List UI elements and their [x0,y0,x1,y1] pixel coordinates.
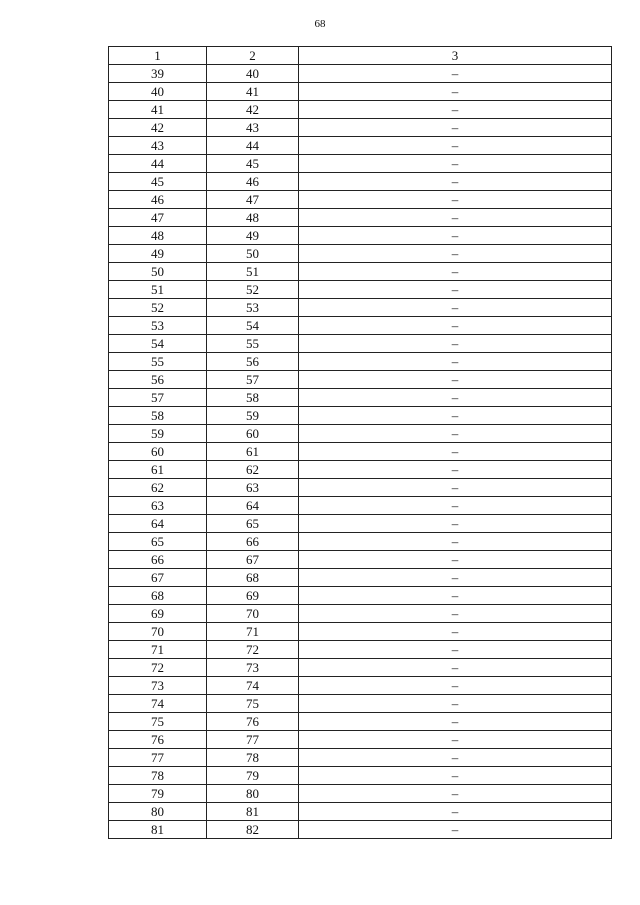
table-cell-col-2: 48 [207,209,299,227]
table-row [109,245,612,263]
table-cell-col-3: – [299,371,612,389]
table-row [109,83,612,101]
table-row [109,155,612,173]
table-cell-col-1: 44 [109,155,207,173]
table-cell-col-2: 43 [207,119,299,137]
table-cell-col-1: 51 [109,281,207,299]
table-cell-col-2: 53 [207,299,299,317]
table-row [109,443,612,461]
table-row [109,335,612,353]
table-header [109,47,612,65]
table-cell-col-2: 41 [207,83,299,101]
table-cell-col-3: – [299,173,612,191]
table-cell-col-2: 73 [207,659,299,677]
table-cell-col-1: 81 [109,821,207,839]
table-cell-col-1: 49 [109,245,207,263]
table-cell-col-2: 59 [207,407,299,425]
table-row [109,281,612,299]
table-cell-col-2: 40 [207,65,299,83]
data-table [108,46,612,839]
table-row [109,551,612,569]
table-cell-col-2: 58 [207,389,299,407]
column-header-3: 3 [299,47,612,65]
table-row [109,533,612,551]
table-row [109,407,612,425]
table-row [109,731,612,749]
table-cell-col-1: 77 [109,749,207,767]
table-cell-col-2: 64 [207,497,299,515]
table-cell-col-1: 55 [109,353,207,371]
table-cell-col-1: 56 [109,371,207,389]
table-cell-col-2: 71 [207,623,299,641]
table-row [109,191,612,209]
table-cell-col-2: 75 [207,695,299,713]
table-row [109,209,612,227]
table-cell-col-3: – [299,101,612,119]
table-cell-col-1: 64 [109,515,207,533]
table-row [109,173,612,191]
table-cell-col-1: 63 [109,497,207,515]
table-cell-col-3: – [299,281,612,299]
table-cell-col-3: – [299,587,612,605]
table-cell-col-3: – [299,407,612,425]
table-cell-col-1: 72 [109,659,207,677]
table-cell-col-1: 46 [109,191,207,209]
table-cell-col-1: 50 [109,263,207,281]
table-cell-col-3: – [299,695,612,713]
table-cell-col-3: – [299,641,612,659]
header-row [109,47,612,65]
table-cell-col-2: 46 [207,173,299,191]
table-cell-col-3: – [299,821,612,839]
table-row [109,623,612,641]
table-cell-col-1: 39 [109,65,207,83]
table-cell-col-3: – [299,803,612,821]
column-header-2: 2 [207,47,299,65]
table-row [109,101,612,119]
table-cell-col-2: 79 [207,767,299,785]
table-cell-col-3: – [299,731,612,749]
table-row [109,749,612,767]
table-cell-col-2: 51 [207,263,299,281]
table-cell-col-2: 55 [207,335,299,353]
table-cell-col-3: – [299,767,612,785]
table-row [109,425,612,443]
table-cell-col-3: – [299,353,612,371]
table-row [109,479,612,497]
table-cell-col-3: – [299,137,612,155]
table-cell-col-1: 52 [109,299,207,317]
table-row [109,227,612,245]
table-cell-col-3: – [299,263,612,281]
table-cell-col-2: 68 [207,569,299,587]
table-cell-col-1: 80 [109,803,207,821]
table-row [109,461,612,479]
table-cell-col-1: 68 [109,587,207,605]
table-row [109,569,612,587]
table-cell-col-1: 71 [109,641,207,659]
table-cell-col-2: 44 [207,137,299,155]
table-cell-col-1: 58 [109,407,207,425]
table-cell-col-1: 79 [109,785,207,803]
table-row [109,767,612,785]
table-cell-col-3: – [299,119,612,137]
table-cell-col-2: 66 [207,533,299,551]
table-cell-col-3: – [299,749,612,767]
table-cell-col-1: 40 [109,83,207,101]
table-cell-col-2: 69 [207,587,299,605]
table-cell-col-3: – [299,785,612,803]
table-cell-col-2: 63 [207,479,299,497]
table-cell-col-2: 54 [207,317,299,335]
table-cell-col-2: 72 [207,641,299,659]
table-cell-col-1: 54 [109,335,207,353]
table-cell-col-1: 43 [109,137,207,155]
table-cell-col-3: – [299,461,612,479]
table-cell-col-1: 59 [109,425,207,443]
table-cell-col-3: – [299,605,612,623]
table-cell-col-2: 82 [207,821,299,839]
table-cell-col-3: – [299,335,612,353]
table-row [109,713,612,731]
table-cell-col-1: 61 [109,461,207,479]
table-cell-col-3: – [299,677,612,695]
table-cell-col-3: – [299,497,612,515]
table-row [109,695,612,713]
table-cell-col-1: 66 [109,551,207,569]
table-cell-col-2: 78 [207,749,299,767]
table-cell-col-3: – [299,155,612,173]
table-cell-col-1: 70 [109,623,207,641]
table-row [109,605,612,623]
column-header-1: 1 [109,47,207,65]
table-cell-col-1: 60 [109,443,207,461]
table-cell-col-1: 65 [109,533,207,551]
table-row [109,677,612,695]
table-cell-col-3: – [299,479,612,497]
table-cell-col-2: 49 [207,227,299,245]
table-cell-col-2: 80 [207,785,299,803]
table-cell-col-1: 76 [109,731,207,749]
table-cell-col-3: – [299,569,612,587]
table-cell-col-1: 53 [109,317,207,335]
table-row [109,515,612,533]
table-cell-col-3: – [299,317,612,335]
table-row [109,65,612,83]
table-cell-col-1: 75 [109,713,207,731]
table-cell-col-3: – [299,389,612,407]
table-cell-col-1: 62 [109,479,207,497]
table-cell-col-3: – [299,227,612,245]
table-cell-col-2: 45 [207,155,299,173]
table-row [109,119,612,137]
table-cell-col-3: – [299,551,612,569]
table-row [109,641,612,659]
table-cell-col-2: 61 [207,443,299,461]
table-row [109,263,612,281]
table-row [109,785,612,803]
table-cell-col-3: – [299,299,612,317]
table-cell-col-3: – [299,443,612,461]
table-cell-col-2: 56 [207,353,299,371]
table-row [109,371,612,389]
table-cell-col-2: 77 [207,731,299,749]
table-cell-col-1: 57 [109,389,207,407]
table-cell-col-1: 74 [109,695,207,713]
table-cell-col-3: – [299,659,612,677]
table-body [109,65,612,839]
table-cell-col-2: 42 [207,101,299,119]
table-cell-col-3: – [299,713,612,731]
table-cell-col-2: 57 [207,371,299,389]
table-row [109,389,612,407]
table-cell-col-3: – [299,209,612,227]
table-cell-col-1: 41 [109,101,207,119]
table-cell-col-2: 65 [207,515,299,533]
table-row [109,587,612,605]
table-cell-col-2: 50 [207,245,299,263]
table-cell-col-3: – [299,191,612,209]
table-row [109,317,612,335]
table-cell-col-1: 67 [109,569,207,587]
table-cell-col-3: – [299,515,612,533]
table-cell-col-1: 42 [109,119,207,137]
table-cell-col-2: 81 [207,803,299,821]
table-row [109,659,612,677]
table-cell-col-3: – [299,533,612,551]
table-cell-col-1: 48 [109,227,207,245]
table-cell-col-3: – [299,83,612,101]
table-cell-col-1: 78 [109,767,207,785]
table-cell-col-3: – [299,65,612,83]
table-cell-col-2: 76 [207,713,299,731]
table-cell-col-3: – [299,245,612,263]
table-row [109,299,612,317]
table-cell-col-1: 73 [109,677,207,695]
table-row [109,497,612,515]
table-row [109,821,612,839]
table-cell-col-2: 47 [207,191,299,209]
table-row [109,137,612,155]
table-cell-col-1: 69 [109,605,207,623]
page-number: 68 [314,18,326,30]
table-cell-col-3: – [299,623,612,641]
table-cell-col-3: – [299,425,612,443]
table-cell-col-2: 67 [207,551,299,569]
table-cell-col-1: 45 [109,173,207,191]
table-cell-col-2: 70 [207,605,299,623]
table-cell-col-1: 47 [109,209,207,227]
table-cell-col-2: 60 [207,425,299,443]
table-row [109,353,612,371]
table-cell-col-2: 62 [207,461,299,479]
table-row [109,803,612,821]
table-cell-col-2: 52 [207,281,299,299]
table-cell-col-2: 74 [207,677,299,695]
